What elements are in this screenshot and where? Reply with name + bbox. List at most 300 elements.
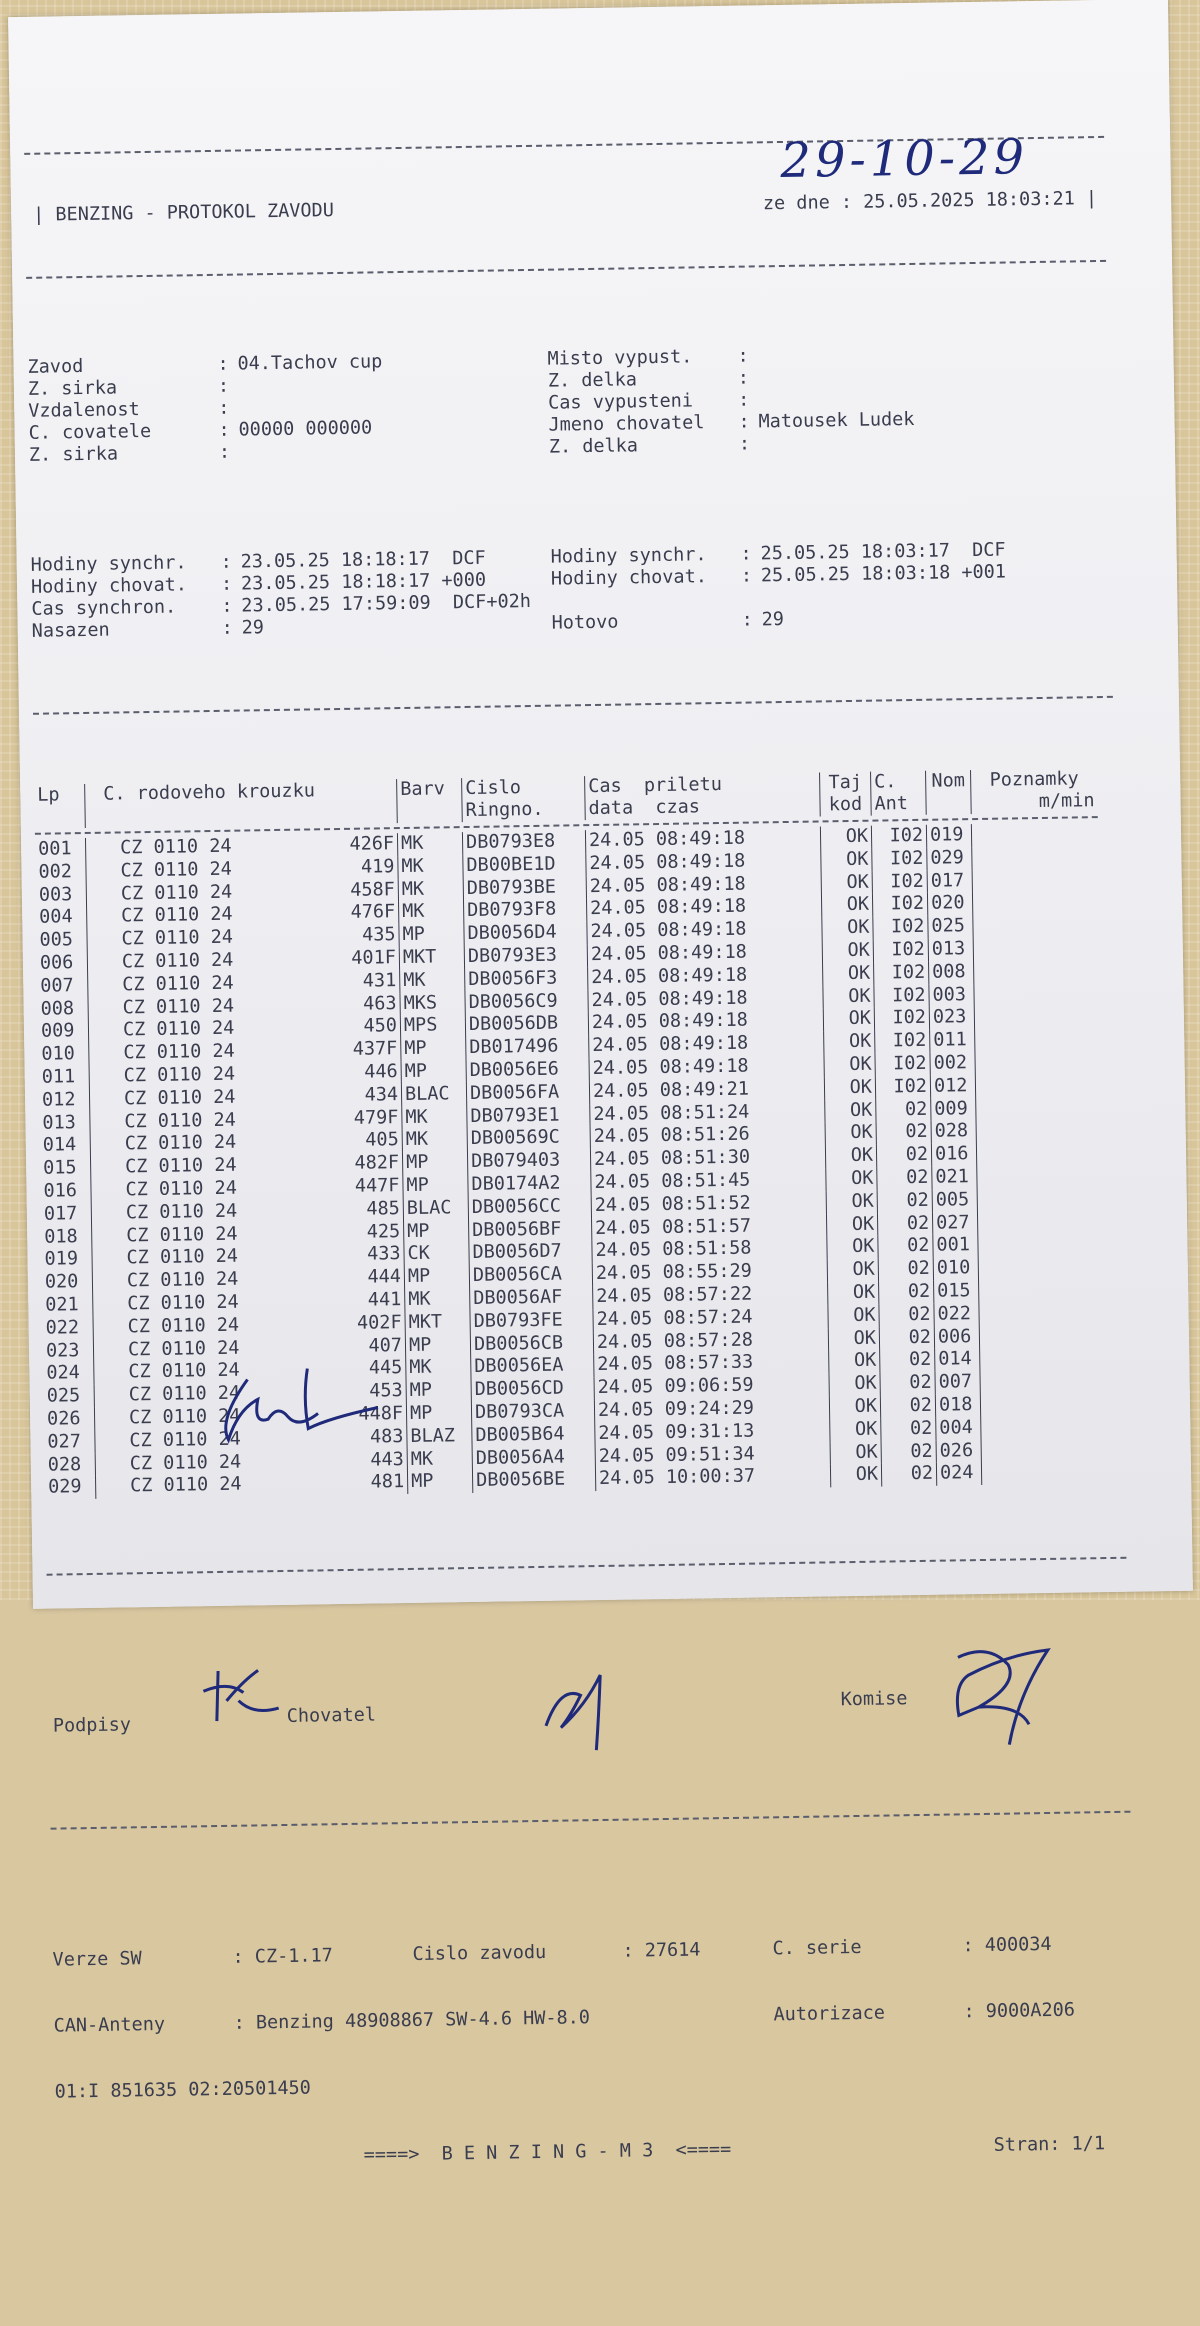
cell-nom: 016 [931, 1143, 976, 1167]
col-taj: Taj kod [820, 772, 872, 817]
cell-cas: 24.05 08:49:18 [585, 826, 820, 852]
cell-nom: 003 [929, 984, 974, 1008]
signature-witness [540, 1665, 631, 1756]
info-value [239, 437, 549, 464]
cell-cas: 24.05 08:49:18 [589, 1032, 824, 1058]
cell-cislo: DB00BE1D [463, 853, 586, 878]
info-value: 00000 000000 [238, 417, 373, 441]
clock-info-right [550, 538, 1111, 635]
chovatel-label: Chovatel [286, 1704, 377, 1728]
cell-num: 401F [351, 947, 397, 969]
cell-nom: 020 [927, 892, 972, 916]
cell-ant: I02 [875, 1053, 930, 1077]
race-info-left [27, 349, 549, 467]
cell-taj: OK [821, 848, 872, 872]
cell-ring: CZ 0110 24 [95, 1427, 328, 1453]
info-sep: : [738, 389, 750, 411]
cell-lp: 028 [47, 1453, 82, 1476]
cell-taj: OK [825, 1145, 876, 1169]
cell-lp: 018 [44, 1225, 78, 1248]
cell-ring: CZ 0110 24 [88, 1017, 321, 1043]
cell-barv: MP [404, 1220, 469, 1244]
signature-committee [948, 1644, 1070, 1756]
cell-pozn [978, 1255, 1105, 1280]
cell-nom: 023 [929, 1006, 974, 1030]
cell-nom: 005 [932, 1189, 977, 1213]
cell-nom: 018 [935, 1394, 980, 1418]
cell-cislo: DB017496 [466, 1035, 589, 1060]
cell-pozn [976, 1096, 1103, 1121]
autor-label: Autorizace [773, 2002, 886, 2026]
cell-taj: OK [822, 940, 873, 964]
cell-cas: 24.05 08:49:18 [586, 872, 821, 898]
cell-nom: 027 [932, 1212, 977, 1236]
info-label: C. covatele [28, 420, 152, 444]
cell-nom: 021 [932, 1166, 977, 1190]
info-value: 23.05.25 17:59:09 DCF+02h [241, 590, 532, 617]
protocol-sheet [8, 0, 1193, 2166]
cell-ant: I02 [872, 893, 927, 917]
cell-barv: MKS [400, 992, 465, 1016]
cell-barv: MK [405, 1288, 470, 1312]
cell-pozn [975, 1073, 1102, 1098]
cell-num: 485 [366, 1197, 400, 1220]
cell-barv: MK [402, 1106, 467, 1130]
divider [26, 260, 1106, 279]
info-value: Matousek Ludek [758, 408, 915, 433]
cell-lp: 015 [42, 1157, 77, 1179]
cell-lp: 007 [40, 974, 74, 997]
cell-nom: 028 [931, 1120, 976, 1144]
cell-barv: MK [398, 878, 463, 902]
cell-pozn [972, 890, 1099, 915]
info-label: Z. sirka [28, 443, 119, 466]
cell-pozn [979, 1301, 1106, 1326]
verze-value: : CZ-1.17 [232, 1945, 333, 1968]
cell-ring: CZ 0110 24 [95, 1450, 328, 1476]
cell-ant: 02 [881, 1463, 936, 1487]
cell-pozn [978, 1232, 1105, 1257]
cell-taj: OK [823, 962, 874, 986]
divider [47, 1557, 1127, 1576]
cell-barv: MK [406, 1356, 471, 1380]
clock-info-left [31, 547, 552, 643]
cell-nom: 026 [936, 1440, 981, 1464]
cell-nom: 022 [934, 1303, 979, 1327]
brand-line: ====> B E N Z I N G - M 3 <==== [363, 2139, 732, 2166]
cell-taj: OK [820, 826, 871, 850]
cell-cas: 24.05 08:51:58 [592, 1237, 827, 1263]
cell-ant: 02 [881, 1440, 936, 1464]
cell-cislo: DB0793CA [471, 1400, 594, 1425]
cell-ant: 02 [876, 1098, 931, 1122]
cell-cislo: DB00569C [467, 1126, 590, 1151]
footer-row [53, 1999, 1133, 2038]
cell-ring: CZ 0110 24 [94, 1381, 327, 1407]
info-value: 04.Tachov cup [237, 351, 383, 375]
cell-cislo: DB0793F8 [464, 899, 587, 924]
cell-cas: 24.05 09:31:13 [595, 1419, 830, 1445]
cell-num: 425 [366, 1220, 401, 1243]
cell-cas: 24.05 08:49:18 [588, 986, 823, 1012]
cell-taj: OK [824, 1076, 875, 1100]
cell-num: 402F [356, 1311, 402, 1334]
cell-ant: 02 [877, 1189, 932, 1213]
cell-barv: BLAZ [407, 1425, 472, 1449]
cell-taj: OK [829, 1396, 880, 1420]
cell-ant: 02 [878, 1258, 933, 1282]
cell-ring: CZ 0110 24 [88, 994, 321, 1020]
cell-ring: CZ 0110 24 [87, 948, 320, 974]
cell-cas: 24.05 08:57:24 [593, 1305, 828, 1331]
cell-taj: OK [829, 1350, 880, 1374]
cell-lp: 011 [41, 1066, 76, 1088]
cell-barv: BLAC [401, 1083, 466, 1107]
cell-lp: 022 [45, 1316, 80, 1339]
footer-row [55, 2065, 1135, 2104]
cell-num: 482F [354, 1152, 400, 1174]
race-info [27, 340, 1109, 467]
cell-cislo: DB0056C9 [465, 990, 588, 1015]
info-label: Z. delka [547, 369, 638, 392]
cell-taj: OK [830, 1441, 881, 1465]
cell-ring: CZ 0110 24 [88, 971, 321, 997]
cell-cislo: DB0056F3 [465, 967, 588, 992]
cell-ant: I02 [873, 939, 928, 963]
info-label: Hodiny synchr. [550, 544, 707, 568]
serie-label: C. serie [772, 1937, 862, 1960]
cell-cislo: DB0793E8 [462, 830, 585, 855]
col-poznamky: Poznamky m/min [971, 768, 1098, 814]
col-ring: C. rodoveho krouzku [85, 779, 398, 828]
cell-num: 407 [368, 1334, 403, 1357]
protocol-title: | BENZING - PROTOKOL ZAVODU [33, 200, 335, 226]
cell-ring: CZ 0110 24 [86, 880, 319, 906]
can-value: : Benzing 48908867 SW-4.6 HW-8.0 [233, 2007, 591, 2034]
cell-num: 434 [364, 1083, 399, 1106]
cell-nom: 015 [934, 1280, 979, 1304]
signature-breeder [198, 1660, 289, 1731]
cell-cislo: DB0793BE [463, 876, 586, 901]
cell-cas: 24.05 08:57:28 [593, 1328, 828, 1354]
cell-ant: I02 [874, 1007, 929, 1031]
can-label: CAN-Anteny [53, 2014, 166, 2037]
info-label: Z. sirka [27, 377, 118, 400]
cell-pozn [972, 868, 1099, 893]
cell-ant: 02 [876, 1144, 931, 1168]
cell-num: 441 [367, 1289, 402, 1311]
cell-ring: CZ 0110 24 [90, 1108, 323, 1134]
cell-barv: MP [399, 923, 464, 947]
cell-num: 431 [362, 969, 397, 992]
cell-pozn [981, 1438, 1108, 1463]
info-sep: : [220, 551, 232, 573]
col-nom: Nom [926, 770, 972, 815]
col-ant: C. Ant [871, 771, 927, 816]
info-sep: : [737, 345, 749, 367]
cell-nom: 024 [936, 1462, 981, 1486]
cell-cas: 24.05 08:49:18 [586, 895, 821, 921]
cislo-label: Cislo zavodu [412, 1942, 547, 1966]
cell-taj: OK [826, 1168, 877, 1192]
cell-cas: 24.05 08:51:57 [592, 1214, 827, 1240]
cell-taj: OK [830, 1418, 881, 1442]
cell-cas: 24.05 08:49:18 [589, 1054, 824, 1080]
footer-row [56, 2133, 1136, 2172]
cell-taj: OK [824, 1031, 875, 1055]
cell-taj: OK [828, 1327, 879, 1351]
cell-ring: CZ 0110 24 [93, 1313, 326, 1339]
cell-num: 448F [358, 1403, 404, 1425]
cell-taj: OK [826, 1190, 877, 1214]
cell-lp: 024 [46, 1362, 80, 1385]
cell-num: 481 [370, 1471, 405, 1493]
cell-cislo: DB0056DB [465, 1012, 588, 1037]
handwritten-note: 29-10-29 [779, 129, 1029, 189]
cell-ant: 02 [880, 1395, 935, 1419]
cell-cas: 24.05 08:57:33 [594, 1351, 829, 1377]
cell-pozn [972, 845, 1099, 870]
divider [33, 696, 1113, 715]
info-label: Hodiny chovat. [30, 574, 188, 598]
info-value: 29 [241, 617, 265, 639]
cell-barv: MP [406, 1379, 471, 1403]
cell-barv: MK [399, 900, 464, 924]
cell-pozn [977, 1164, 1104, 1189]
cell-lp: 026 [46, 1408, 81, 1430]
info-sep: : [737, 367, 750, 389]
cell-ant: I02 [872, 870, 927, 894]
cell-num: 426F [349, 833, 395, 855]
cell-cas: 24.05 08:49:18 [586, 849, 821, 875]
cell-nom: 011 [930, 1029, 975, 1053]
cell-nom: 013 [928, 938, 973, 962]
protocol-header [25, 186, 1105, 229]
cell-ring: CZ 0110 24 [87, 926, 320, 952]
cell-ring: CZ 0110 24 [89, 1039, 322, 1065]
cell-nom: 029 [927, 847, 972, 871]
cell-pozn [979, 1324, 1106, 1349]
signature-bottom [207, 1357, 388, 1450]
cell-cislo: DB0056CA [469, 1263, 592, 1288]
info-sep: : [221, 595, 233, 617]
cell-pozn [973, 913, 1100, 938]
col-cislo: Cislo Ringno. [462, 776, 586, 822]
info-label: Nasazen [31, 619, 110, 642]
cell-cas: 24.05 08:51:52 [591, 1191, 826, 1217]
divider [51, 1811, 1131, 1830]
cell-barv: MP [403, 1174, 468, 1198]
cell-lp: 001 [37, 838, 72, 860]
cell-lp: 006 [39, 952, 74, 974]
info-label: Misto vypust. [547, 346, 693, 370]
cell-num: 453 [369, 1380, 403, 1402]
cell-taj: OK [824, 1054, 875, 1078]
cell-ring: CZ 0110 24 [91, 1176, 324, 1202]
antenna-ids: 01:I 851635 02:20501450 [54, 2077, 311, 2103]
cell-taj: OK [825, 1122, 876, 1146]
cell-ring: CZ 0110 24 [90, 1131, 323, 1157]
info-sep: : [218, 397, 230, 419]
cell-taj: OK [828, 1304, 879, 1328]
cell-num: 446 [364, 1061, 398, 1083]
cell-ant: 02 [878, 1235, 933, 1259]
cell-ring: CZ 0110 24 [94, 1404, 327, 1430]
cell-ant: 02 [879, 1281, 934, 1305]
cell-taj: OK [830, 1464, 881, 1488]
cell-ring: CZ 0110 24 [90, 1153, 323, 1179]
page-indicator: Stran: 1/1 [993, 2133, 1106, 2157]
info-label [551, 588, 741, 613]
cell-cislo: DB0056FA [466, 1081, 589, 1106]
footer-row [52, 1933, 1132, 1972]
cell-taj: OK [825, 1099, 876, 1123]
cell-num: 437F [352, 1038, 398, 1060]
cell-num: 433 [366, 1243, 401, 1265]
cell-nom: 004 [936, 1417, 981, 1441]
info-value: 25.05.25 18:03:17 DCF [760, 539, 1006, 565]
info-value: 29 [761, 608, 785, 631]
cell-num: 445 [368, 1357, 403, 1379]
cell-barv: MP [404, 1265, 469, 1289]
cell-cislo: DB0793E1 [467, 1104, 590, 1129]
cell-cas: 24.05 10:00:37 [595, 1465, 830, 1491]
cell-ring: CZ 0110 24 [93, 1290, 326, 1316]
info-label: Vzdalenost [28, 399, 140, 422]
info-sep [741, 587, 761, 609]
cell-barv: MP [406, 1402, 471, 1426]
cell-cislo: DB0056AF [470, 1286, 593, 1311]
protocol-date: ze dne : 25.05.2025 18:03:21 | [762, 188, 1098, 215]
col-cas: Cas priletu data czas [585, 772, 821, 820]
cell-num: 405 [365, 1129, 399, 1151]
cell-cislo: DB0056A4 [472, 1446, 595, 1471]
cell-barv: MK [398, 855, 463, 879]
cell-ring: CZ 0110 24 [94, 1359, 327, 1385]
cell-ant: I02 [872, 848, 927, 872]
cell-num: 443 [370, 1448, 404, 1471]
race-info-right [547, 340, 1109, 459]
info-value: 23.05.25 18:18:17 +000 [240, 569, 487, 595]
cell-lp: 023 [45, 1339, 80, 1362]
info-value: 25.05.25 18:03:18 +001 [760, 561, 1007, 587]
cell-nom: 017 [927, 870, 972, 894]
cell-num: 463 [363, 992, 397, 1015]
cell-taj: OK [827, 1236, 878, 1260]
info-label: Zavod [27, 355, 84, 378]
cell-cas: 24.05 08:57:22 [593, 1282, 828, 1308]
cell-cas: 24.05 08:49:18 [588, 1009, 823, 1035]
cell-lp: 013 [42, 1111, 77, 1134]
info-label: Jmeno chovatel [548, 412, 705, 436]
cell-cislo: DB0056EA [471, 1354, 594, 1379]
info-label: Hodiny chovat. [550, 566, 708, 590]
cell-ant: I02 [874, 962, 929, 986]
cell-cislo: DB0174A2 [468, 1172, 591, 1197]
cell-cislo: DB079403 [467, 1149, 590, 1174]
cell-barv: BLAC [403, 1197, 468, 1221]
cell-pozn [975, 1050, 1102, 1075]
cell-ant: I02 [871, 825, 926, 849]
cell-ant: 02 [880, 1349, 935, 1373]
cell-pozn [976, 1118, 1103, 1143]
cell-pozn [974, 982, 1101, 1007]
cell-lp: 029 [48, 1476, 82, 1498]
info-label: Hodiny synchr. [30, 552, 187, 576]
info-value: 23.05.25 18:18:17 DCF [240, 547, 486, 573]
cell-nom: 006 [934, 1326, 979, 1350]
serie-value: : 400034 [962, 1934, 1052, 1957]
cell-ant: I02 [874, 984, 929, 1008]
cell-lp: 003 [38, 883, 73, 906]
info-sep: : [220, 573, 233, 595]
cell-taj: OK [821, 894, 872, 918]
cell-ring: CZ 0110 24 [96, 1473, 329, 1499]
info-sep: : [738, 433, 751, 455]
info-sep: : [217, 353, 229, 375]
cell-nom: 025 [928, 915, 973, 939]
info-label: Cas synchron. [31, 596, 177, 620]
cell-ring: CZ 0110 24 [86, 857, 319, 883]
cell-cislo: DB005B64 [472, 1423, 595, 1448]
cell-cislo: DB0793FE [470, 1309, 593, 1334]
cell-cislo: DB0056CB [470, 1332, 593, 1357]
cell-barv: MP [407, 1470, 472, 1494]
results-table [34, 768, 1108, 1500]
cell-nom: 014 [935, 1348, 980, 1372]
cell-lp: 012 [41, 1088, 76, 1111]
footer-info [52, 1889, 1137, 2216]
info-sep: : [741, 609, 753, 631]
cell-cislo: DB0056E6 [466, 1058, 589, 1083]
cell-cas: 24.05 08:51:30 [590, 1146, 825, 1172]
cell-num: 447F [354, 1175, 400, 1197]
info-sep: : [218, 441, 231, 463]
cell-cislo: DB0056BF [469, 1218, 592, 1243]
cell-lp: 017 [43, 1202, 78, 1225]
cell-num: 444 [367, 1266, 402, 1288]
cell-lp: 014 [42, 1134, 77, 1157]
cell-pozn [977, 1187, 1104, 1212]
info-label: Cas vypusteni [548, 390, 694, 414]
cell-cislo: DB0056D7 [469, 1240, 592, 1265]
cell-ant: 02 [880, 1372, 935, 1396]
cell-num: 483 [369, 1425, 404, 1448]
cell-ant: 02 [877, 1212, 932, 1236]
cell-pozn [977, 1210, 1104, 1235]
cell-barv: MP [405, 1334, 470, 1358]
cell-pozn [981, 1460, 1108, 1485]
cell-num: 476F [350, 901, 396, 924]
cell-cislo: DB0056CD [471, 1377, 594, 1402]
cell-pozn [973, 936, 1100, 961]
komise-label: Komise [840, 1688, 908, 1711]
info-sep: : [218, 419, 230, 441]
cell-nom: 019 [926, 824, 971, 848]
cell-num: 435 [361, 924, 396, 946]
cell-taj: OK [822, 917, 873, 941]
cell-num: 479F [353, 1106, 399, 1129]
results-body [35, 822, 1108, 1500]
cell-nom: 002 [930, 1052, 975, 1076]
cell-taj: OK [829, 1373, 880, 1397]
cell-cas: 24.05 09:51:34 [595, 1442, 830, 1468]
cell-barv: MP [402, 1151, 467, 1175]
cell-barv: MK [402, 1128, 467, 1152]
cell-barv: MKT [405, 1311, 470, 1335]
cell-pozn [979, 1278, 1106, 1303]
info-value [759, 428, 1109, 455]
